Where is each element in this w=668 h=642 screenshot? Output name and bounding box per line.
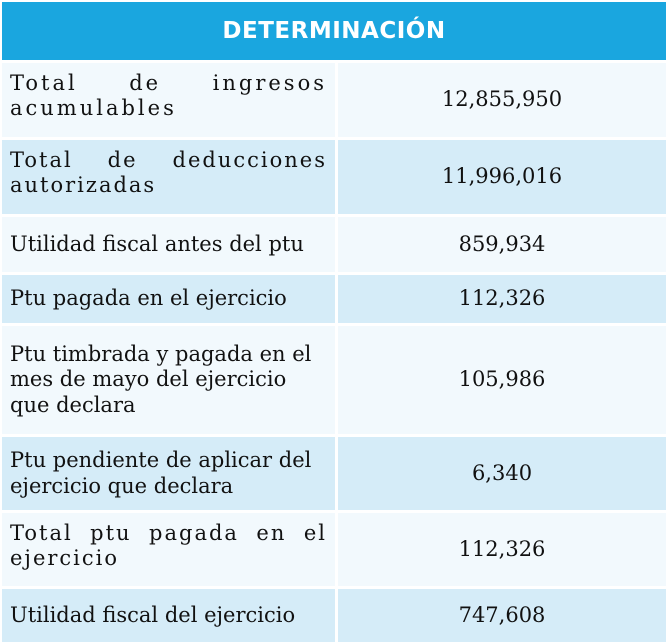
row-value: 112,326 xyxy=(338,275,666,323)
row-label: Ptu pagada en el ejercicio xyxy=(2,275,335,323)
table-header-title: DETERMINACIÓN xyxy=(2,2,666,60)
row-value: 747,608 xyxy=(338,589,666,642)
row-label: Utilidad fiscal antes del ptu xyxy=(2,217,335,272)
row-label: Ptu timbrada y pagada en el mes de mayo del ejercicio que declara xyxy=(2,326,335,434)
row-label: Total ptu pagada en el ejercicio xyxy=(2,513,335,586)
row-value: 105,986 xyxy=(338,326,666,434)
row-label: Total de ingresos acumulables xyxy=(2,63,335,137)
row-value: 11,996,016 xyxy=(338,140,666,214)
row-label: Total de deducciones autorizadas xyxy=(2,140,335,214)
row-value: 859,934 xyxy=(338,217,666,272)
row-value: 12,855,950 xyxy=(338,63,666,137)
row-label: Ptu pendiente de aplicar del ejercicio que declara xyxy=(2,437,335,510)
row-value: 6,340 xyxy=(338,437,666,510)
determination-table xyxy=(2,2,666,627)
row-label: Utilidad fiscal del ejercicio xyxy=(2,589,335,642)
row-value: 112,326 xyxy=(338,513,666,586)
